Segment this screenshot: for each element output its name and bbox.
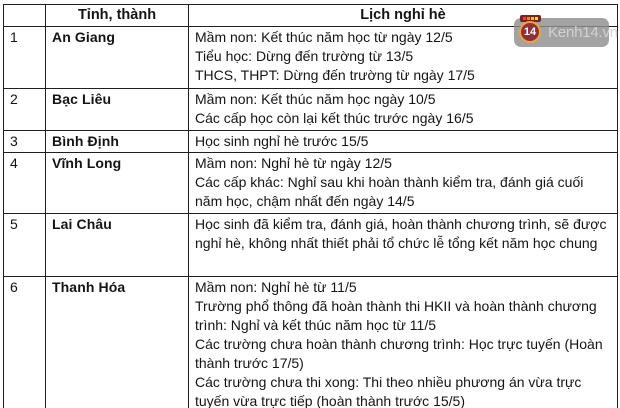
- header-province: Tỉnh, thành: [46, 5, 189, 27]
- schedule-line: Tiểu học: Dừng đến trường từ 13/5: [195, 48, 414, 64]
- schedule-line: Các trường chưa hoàn thành chương trình: Học trực tuyến (Hoàn thành trước 17/5): [195, 336, 603, 371]
- table-row: [4, 153, 618, 214]
- header-index-cell: [4, 5, 46, 27]
- schedule-line: Mầm non: Kết thúc năm học từ ngày 12/5: [195, 29, 453, 45]
- schedule-line: Trường phổ thông đã hoàn thành thi HKII và hoàn thành chương trình: Nghỉ và kết thúc năm học từ 11/5: [195, 298, 597, 333]
- kenh14-watermark: [514, 18, 618, 47]
- table-row: [4, 131, 618, 153]
- kenh14-site-name: Kenh14.vn: [548, 24, 618, 41]
- table-row: [4, 214, 618, 277]
- row-index: 4: [4, 153, 46, 214]
- schedule-line: Các trường chưa thi xong: Thi theo nhiều phương án vừa trực tuyến vừa trực tiếp (hoàn thành trước 15/5): [195, 374, 582, 408]
- province-name: An Giang: [46, 27, 189, 89]
- schedule-cell: [189, 214, 618, 277]
- schedule-table: [3, 4, 618, 408]
- province-name: Lai Châu: [46, 214, 189, 277]
- header-schedule: Lịch nghỉ hè: [189, 5, 618, 27]
- row-index: 1: [4, 27, 46, 89]
- province-name: Bạc Liêu: [46, 89, 189, 131]
- row-index: 2: [4, 89, 46, 131]
- schedule-cell: [189, 89, 618, 131]
- schedule-line: Các cấp khác: Nghỉ sau khi hoàn thành kiểm tra, đánh giá cuối năm học, chậm nhất đến ngày 14/5: [195, 174, 584, 209]
- schedule-cell: [189, 277, 618, 408]
- schedule-line: Mầm non: Kết thúc năm học ngày 10/5: [195, 91, 436, 107]
- kenh14-logo-icon: 14: [519, 21, 541, 43]
- schedule-line: THCS, THPT: Dừng đến trường từ ngày 17/5: [195, 67, 475, 83]
- table-row: [4, 277, 618, 408]
- row-index: 6: [4, 277, 46, 408]
- row-index: 5: [4, 214, 46, 277]
- row-index: 3: [4, 131, 46, 153]
- table-row: [4, 89, 618, 131]
- province-name: Vĩnh Long: [46, 153, 189, 214]
- schedule-line: Mầm non: Nghỉ hè từ ngày 12/5: [195, 155, 392, 171]
- schedule-line: Mầm non: Nghỉ hè từ 11/5: [195, 279, 357, 295]
- kenh14-badge: [518, 15, 542, 43]
- schedule-cell: [189, 131, 618, 153]
- province-name: Thanh Hóa: [46, 277, 189, 408]
- schedule-line: Các cấp học còn lại kết thúc trước ngày 16/5: [195, 110, 474, 126]
- schedule-line: Học sinh nghỉ hè trước 15/5: [195, 133, 369, 149]
- schedule-line: Học sinh đã kiểm tra, đánh giá, hoàn thành chương trình, sẽ được nghỉ hè, không nhất thiết phải tổ chức lễ tổng kết năm học chung: [195, 216, 607, 251]
- schedule-cell: [189, 153, 618, 214]
- province-name: Bình Định: [46, 131, 189, 153]
